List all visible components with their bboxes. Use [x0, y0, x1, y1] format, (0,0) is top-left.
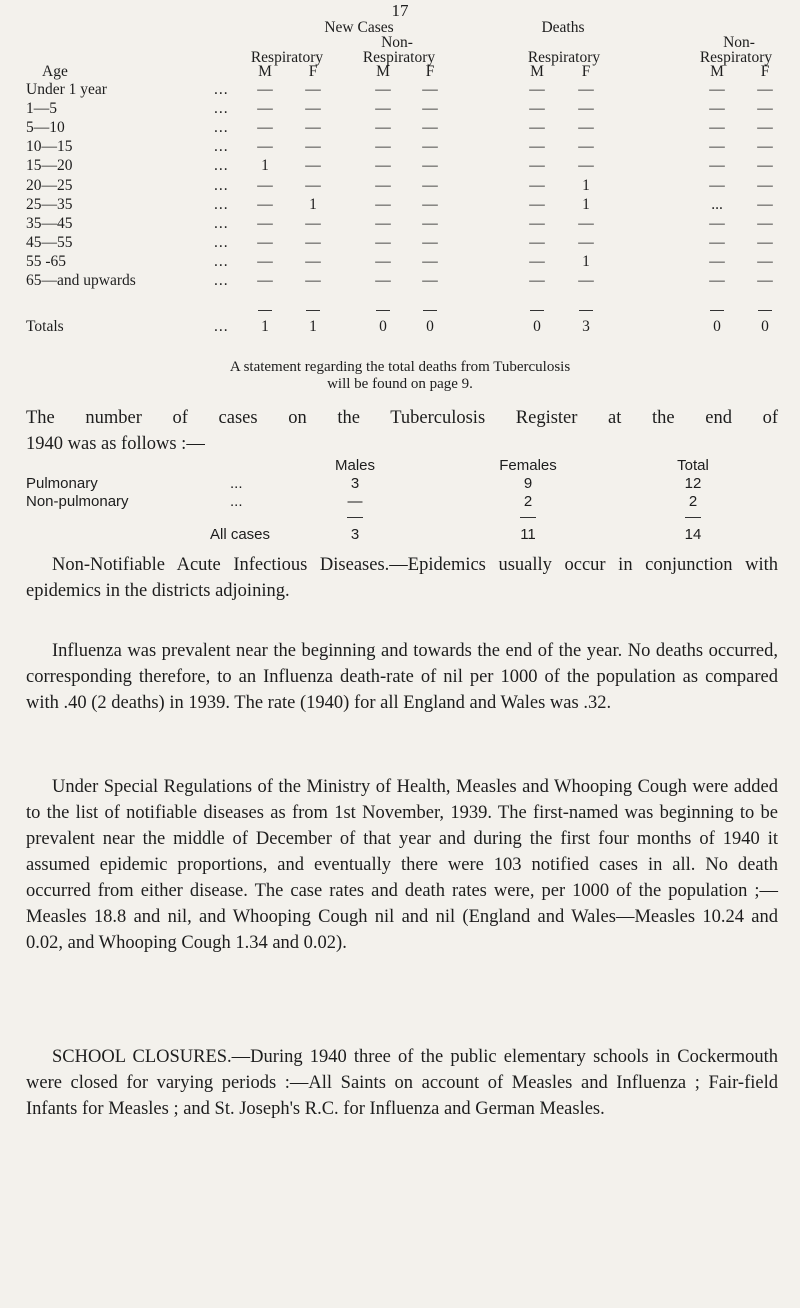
table-cell: — [422, 177, 438, 194]
leader-dots: ... [214, 177, 229, 194]
table-cell: — [709, 253, 725, 270]
totals-rule [579, 310, 593, 311]
table-cell: — [529, 157, 545, 174]
age-group-label: 65—and upwards [26, 272, 136, 289]
table-cell: — [305, 100, 321, 117]
table-cell: — [422, 215, 438, 232]
totals-cell: 0 [761, 318, 769, 335]
non-notifiable-text: Non-Notifiable Acute Infectious Diseases.—Epidemics usually occur in conjunction with epidemics in the districts adjoining. [26, 555, 778, 601]
leader-dots: ... [214, 119, 229, 136]
age-header: Age [42, 63, 68, 80]
table-cell: — [757, 157, 773, 174]
deaths-nonresp-label: Respiratory [699, 49, 773, 66]
deaths-header: Deaths [541, 19, 585, 36]
tb-note-line1: A statement regarding the total deaths from Tuberculosis [229, 359, 571, 375]
table-cell: — [757, 253, 773, 270]
tb-register-intro [26, 405, 778, 457]
table-cell: — [422, 81, 438, 98]
table-cell: — [257, 253, 273, 270]
table-cell: — [529, 100, 545, 117]
totals-cell: 0 [379, 318, 387, 335]
table-cell: — [305, 119, 321, 136]
table-cell: — [529, 177, 545, 194]
table-cell: 1 [582, 253, 590, 270]
table-cell: — [305, 177, 321, 194]
all-cases-total: 14 [684, 526, 702, 543]
table-cell: — [709, 100, 725, 117]
table-cell: — [757, 272, 773, 289]
totals-cell: 1 [309, 318, 317, 335]
table-cell: — [578, 81, 594, 98]
tb-intro-line2: 1940 was as follows :— [26, 434, 205, 454]
influenza-text: Influenza was prevalent near the beginning and towards the end of the year. No deaths occurred, corresponding therefore, to an Influenza death-rate of nil per 1000 of the population as compared with .40 (2 deaths) in 1939. The rate (1940) for all England and Wales was .32. [26, 641, 778, 713]
table-cell: — [257, 196, 273, 213]
new-nonresp-non-label: Non- [381, 34, 413, 51]
pulmonary-males: 3 [350, 475, 360, 492]
totals-rule [306, 310, 320, 311]
table-cell: — [757, 196, 773, 213]
table-cell: — [375, 196, 391, 213]
table-cell: — [305, 234, 321, 251]
table-cell: — [757, 138, 773, 155]
page-number: 17 [391, 1, 409, 20]
table-cell: — [257, 234, 273, 251]
sex-col-header: F [425, 63, 435, 80]
table-cell: — [422, 157, 438, 174]
leader-dots: ... [214, 272, 229, 289]
totals-cell: 3 [582, 318, 590, 335]
table-cell: — [529, 215, 545, 232]
table-cell: — [529, 119, 545, 136]
totals-rule [710, 310, 724, 311]
age-group-label: 35—45 [26, 215, 73, 232]
tb-intro-line1: The number of cases on the Tuberculosis Register at the end of [26, 408, 778, 428]
all-cases-females: 11 [520, 526, 536, 543]
totals-rule [376, 310, 390, 311]
totals-cell: 0 [533, 318, 541, 335]
nonpulmonary-males: — [347, 493, 363, 510]
table-cell: — [257, 81, 273, 98]
table-cell: 1 [261, 157, 269, 174]
table-cell: — [529, 138, 545, 155]
table-cell: — [422, 253, 438, 270]
nonpulmonary-dots: ... [230, 493, 243, 510]
pulmonary-dots: ... [230, 475, 243, 492]
table-cell: — [709, 138, 725, 155]
new-resp-label: Respiratory [250, 49, 324, 66]
table-cell: — [709, 157, 725, 174]
table-cell: — [709, 215, 725, 232]
pulmonary-females: 9 [523, 475, 533, 492]
tb-rule-total [685, 517, 701, 518]
influenza-paragraph [26, 638, 778, 716]
sex-col-header: M [258, 63, 272, 80]
table-cell: — [422, 138, 438, 155]
age-group-label: 55 -65 [26, 253, 67, 270]
table-cell: — [578, 119, 594, 136]
totals-rule [423, 310, 437, 311]
age-group-label: Under 1 year [26, 81, 107, 98]
table-cell: — [305, 253, 321, 270]
age-group-label: 20—25 [26, 177, 73, 194]
totals-cell: 0 [713, 318, 721, 335]
table-cell: — [257, 177, 273, 194]
table-cell: 1 [309, 196, 317, 213]
new-cases-header: New Cases [324, 19, 394, 36]
table-cell: — [578, 138, 594, 155]
table-cell: — [757, 234, 773, 251]
table-cell: — [578, 157, 594, 174]
table-cell: — [529, 272, 545, 289]
table-cell: — [757, 119, 773, 136]
table-cell: 1 [582, 177, 590, 194]
totals-rule [758, 310, 772, 311]
table-cell: — [375, 138, 391, 155]
age-group-label: 1—5 [26, 100, 57, 117]
deaths-nonresp-non-label: Non- [723, 34, 755, 51]
age-group-label: 25—35 [26, 196, 73, 213]
females-header: Females [499, 457, 557, 474]
tb-note-line2: will be found on page 9. [327, 376, 473, 392]
leader-dots: ... [214, 81, 229, 98]
table-cell: — [757, 81, 773, 98]
leader-dots: ... [214, 196, 229, 213]
age-group-label: 5—10 [26, 119, 65, 136]
table-cell: — [375, 234, 391, 251]
table-cell: — [257, 100, 273, 117]
table-cell: — [257, 215, 273, 232]
table-cell: — [375, 81, 391, 98]
table-cell: — [305, 138, 321, 155]
table-cell: — [529, 253, 545, 270]
table-cell: — [375, 119, 391, 136]
table-cell: — [375, 100, 391, 117]
table-cell: — [257, 138, 273, 155]
table-cell: — [375, 272, 391, 289]
table-cell: — [757, 215, 773, 232]
deaths-resp-label: Respiratory [527, 49, 601, 66]
age-group-label: 15—20 [26, 157, 73, 174]
age-group-label: 10—15 [26, 138, 73, 155]
leader-dots: ... [214, 215, 229, 232]
totals-rule [530, 310, 544, 311]
all-cases-males: 3 [350, 526, 360, 543]
table-cell: — [257, 119, 273, 136]
table-cell: — [305, 215, 321, 232]
table-cell: — [305, 272, 321, 289]
nonpulmonary-total: 2 [688, 493, 698, 510]
tb-rule-males [347, 517, 363, 518]
table-cell: — [375, 253, 391, 270]
leader-dots: ... [214, 100, 229, 117]
leader-dots: ... [214, 234, 229, 251]
age-group-label: 45—55 [26, 234, 73, 251]
nonpulmonary-females: 2 [523, 493, 533, 510]
table-cell: — [578, 272, 594, 289]
tb-rule-females [520, 517, 536, 518]
table-cell: — [529, 81, 545, 98]
totals-rule [258, 310, 272, 311]
table-cell: — [757, 177, 773, 194]
table-cell: — [305, 157, 321, 174]
leader-dots: ... [214, 138, 229, 155]
non-notifiable-paragraph [26, 552, 778, 604]
table-cell: — [422, 272, 438, 289]
totals-cell: 1 [261, 318, 269, 335]
leader-dots: ... [214, 157, 229, 174]
table-cell: — [578, 100, 594, 117]
school-closures-text: SCHOOL CLOSURES.—During 1940 three of the public elementary schools in Cockermouth were closed for varying periods :—All Saints on account of Measles and Influenza ; Fair-field Infants for Measles ; and St. Joseph's R.C. for Influenza and German Measles. [26, 1047, 778, 1119]
table-cell: — [422, 234, 438, 251]
table-cell: 1 [582, 196, 590, 213]
regulations-text: Under Special Regulations of the Ministry of Health, Measles and Whooping Cough were added to the list of notifiable diseases as from 1st November, 1939. The first-named was beginning to be prevalent near the middle of December of that year and during the first four months of 1940 it assumed epidemic proportions, and eventually there were 103 notified cases in all. No death occurred from either disease. The case rates and death rates were, per 1000 of the population ;—Measles 18.8 and nil, and Whooping Cough nil and nil (England and Wales—Measles 10.24 and 0.02, and Whooping Cough 1.34 and 0.02). [26, 777, 778, 953]
table-cell: — [709, 119, 725, 136]
table-cell: — [375, 177, 391, 194]
leader-dots: ... [214, 253, 229, 270]
totals-label: Totals [26, 318, 64, 335]
table-cell: — [578, 234, 594, 251]
table-cell: — [257, 272, 273, 289]
sex-col-header: F [308, 63, 318, 80]
table-cell: — [757, 100, 773, 117]
table-cell: — [422, 100, 438, 117]
nonpulmonary-label: Non-pulmonary [26, 493, 129, 510]
table-cell: — [422, 119, 438, 136]
regulations-paragraph [26, 774, 778, 956]
totals-cell: 0 [426, 318, 434, 335]
leader-dots: ... [214, 318, 229, 335]
table-cell: ... [711, 196, 723, 213]
table-cell: — [709, 81, 725, 98]
table-cell: — [709, 234, 725, 251]
sex-col-header: F [581, 63, 591, 80]
table-cell: — [375, 215, 391, 232]
total-header: Total [677, 457, 709, 474]
males-header: Males [334, 457, 375, 474]
table-cell: — [529, 234, 545, 251]
pulmonary-label: Pulmonary [26, 475, 98, 492]
new-nonresp-label: Respiratory [362, 49, 436, 66]
pulmonary-total: 12 [684, 475, 702, 492]
sex-col-header: M [530, 63, 544, 80]
sex-col-header: M [376, 63, 390, 80]
table-cell: — [375, 157, 391, 174]
table-cell: — [709, 177, 725, 194]
table-cell: — [709, 272, 725, 289]
table-cell: — [305, 81, 321, 98]
table-cell: — [422, 196, 438, 213]
table-cell: — [529, 196, 545, 213]
table-cell: — [578, 215, 594, 232]
school-closures-paragraph [26, 1044, 778, 1122]
all-cases-label: All cases [210, 526, 271, 543]
sex-col-header: F [760, 63, 770, 80]
sex-col-header: M [710, 63, 724, 80]
